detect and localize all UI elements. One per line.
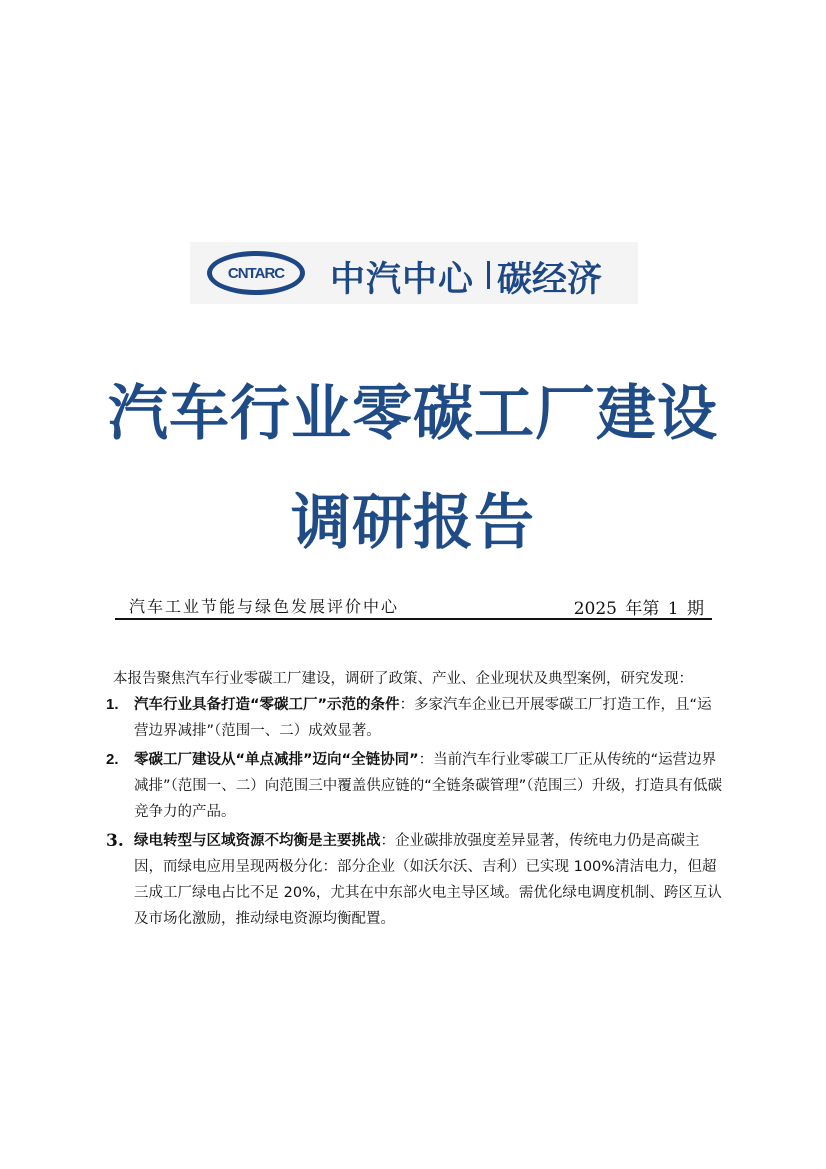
logo-banner (190, 242, 638, 304)
finding-number: 2. (106, 751, 119, 768)
logo-org-name: 中汽中心 (330, 260, 475, 300)
finding-number: 1. (106, 696, 119, 713)
publisher-name: 汽车工业节能与绿色发展评价中心 (129, 597, 400, 616)
finding-item (106, 747, 723, 825)
issue-number: 2025 年第 1 期 (573, 599, 704, 619)
logo-divider (487, 261, 490, 289)
finding-body: ：企业碳排放强度差异显著，传统电力仍是高碳主因，而绿电应用呈现两极分化：部分企业（如沃尔沃、吉利）已实现 100%清洁电力，但超三成工厂绿电占比不足 20%，尤其在中东部火电主导区域。需优化绿电调度机制、跨区互认及市场化激励，推动绿电资源均衡配置。 (134, 833, 722, 927)
finding-heading: 绿电转型与区域资源不均衡是主要挑战 (134, 833, 381, 849)
report-title-line-1: 汽车行业零碳工厂建设 (108, 379, 718, 449)
finding-body: ：当前汽车行业零碳工厂正从传统的“运营边界减排”（范围一、二）向范围三中覆盖供应链的“全链条碳管理”（范围三）升级，打造具有低碳竞争力的产品。 (134, 752, 723, 820)
finding-body: ：多家汽车企业已开展零碳工厂打造工作，且“运营边界减排”（范围一、二）成效显著。 (134, 697, 712, 739)
summary-section (106, 666, 723, 935)
summary-intro: 本报告聚焦汽车行业零碳工厂建设，调研了政策、产业、企业现状及典型案例，研究发现： (113, 671, 693, 687)
findings-list (106, 692, 723, 932)
report-title-line-2: 调研报告 (291, 488, 535, 558)
finding-item (106, 828, 723, 932)
finding-heading: 汽车行业具备打造“零碳工厂”示范的条件 (134, 697, 400, 713)
logo-mark-text: CNTARC (227, 264, 285, 282)
finding-heading: 零碳工厂建设从“单点减排”迈向“全链协同” (134, 752, 419, 768)
logo-subbrand: 碳经济 (497, 260, 603, 300)
finding-item (106, 692, 723, 744)
publisher-rule (115, 592, 712, 620)
finding-number: 3. (106, 831, 124, 851)
cnatrc-logo-icon (207, 251, 305, 295)
